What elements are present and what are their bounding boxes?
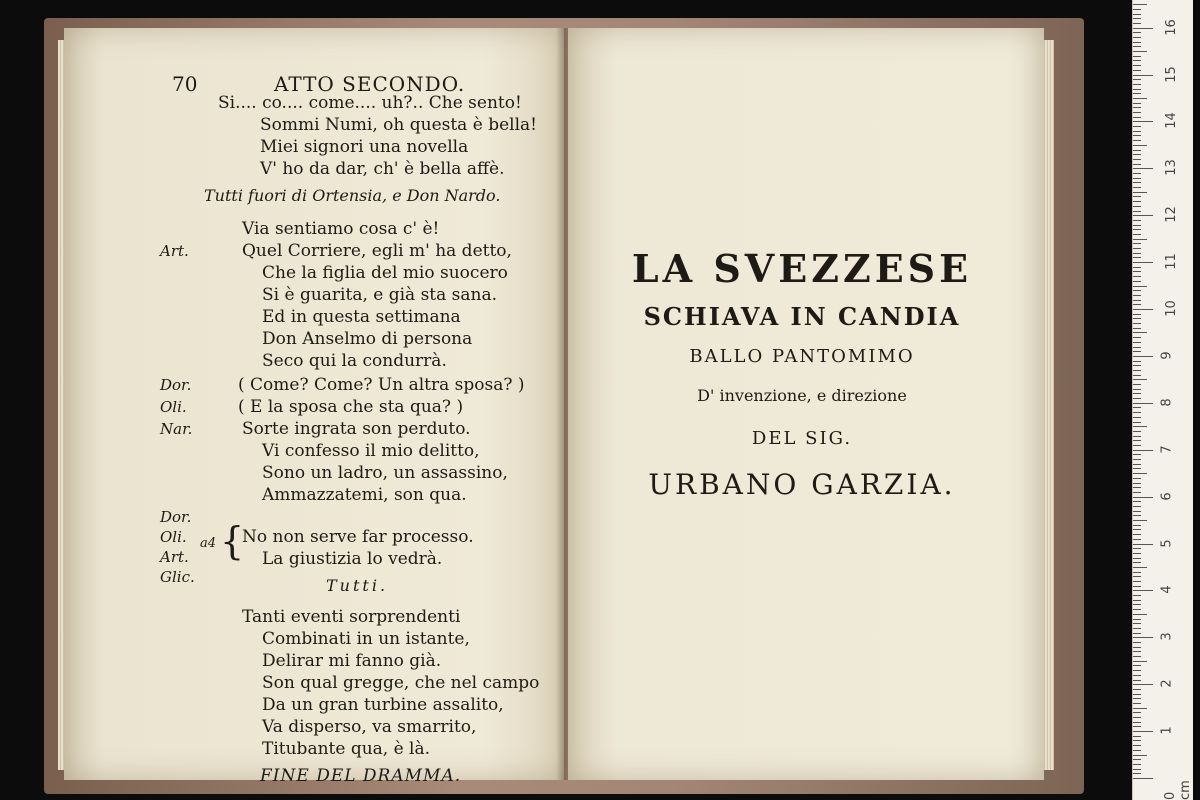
ruler-tick: [1133, 473, 1147, 474]
ruler-tick: [1133, 487, 1141, 488]
ruler-tick: [1133, 581, 1141, 582]
ruler-tick: [1133, 370, 1141, 371]
ruler-tick: [1133, 506, 1141, 507]
ruler-tick: [1133, 417, 1141, 418]
verse-line: Sono un ladro, un assassino,: [262, 463, 508, 483]
ruler-tick: [1133, 290, 1141, 291]
title-line-3: BALLO PANTOMIMO: [689, 346, 915, 367]
ruler-tick: [1133, 501, 1141, 502]
measurement-ruler: [1132, 0, 1193, 800]
ruler-label: 14: [1163, 112, 1179, 130]
verse-line: Don Anselmo di persona: [262, 329, 473, 349]
brace-icon: {: [220, 519, 245, 563]
verse-line: Vi confesso il mio delitto,: [262, 441, 480, 461]
ruler-tick: [1133, 351, 1141, 352]
page-number: 70: [172, 72, 198, 96]
ruler-tick: [1133, 173, 1141, 174]
ruler-tick: [1133, 276, 1141, 277]
ruler-tick: [1133, 145, 1147, 146]
ruler-tick: [1133, 215, 1153, 216]
ruler-tick: [1133, 46, 1141, 47]
ruler-tick: [1133, 759, 1141, 760]
running-head: ATTO SECONDO.: [274, 72, 466, 96]
ruler-tick: [1133, 426, 1147, 427]
ruler-label: 7: [1159, 445, 1175, 454]
ruler-tick: [1133, 159, 1141, 160]
tutti-heading: Tutti.: [326, 576, 389, 595]
ruler-tick: [1133, 201, 1141, 202]
verse-line: Titubante qua, è là.: [262, 739, 431, 759]
ruler-tick: [1133, 347, 1141, 348]
verse-line: Che la figlia del mio suocero: [262, 263, 508, 283]
verse-line: Si è guarita, e già sta sana.: [262, 285, 498, 305]
ruler-tick: [1133, 135, 1141, 136]
title-line-5: DEL SIG.: [751, 428, 853, 449]
ruler-tick: [1133, 553, 1141, 554]
ruler-tick: [1133, 773, 1141, 774]
ruler-tick: [1133, 304, 1141, 305]
ruler-tick: [1133, 422, 1141, 423]
ruler-tick: [1133, 225, 1141, 226]
ruler-tick: [1133, 478, 1141, 479]
ruler-tick: [1133, 253, 1141, 254]
ruler-tick: [1133, 539, 1141, 540]
ruler-tick: [1133, 103, 1141, 104]
ruler-tick: [1133, 604, 1141, 605]
ruler-tick: [1133, 665, 1141, 666]
ruler-tick: [1133, 32, 1141, 33]
ruler-tick: [1133, 243, 1141, 244]
speaker-label: Oli.: [160, 398, 187, 416]
verse-line: Delirar mi fanno già.: [262, 651, 442, 671]
ruler-label: 15: [1163, 65, 1179, 83]
ruler-tick: [1133, 609, 1141, 610]
ruler-tick: [1133, 515, 1141, 516]
ruler-tick: [1133, 4, 1147, 5]
ruler-tick: [1133, 107, 1141, 108]
ruler-label: 1: [1159, 726, 1175, 735]
ruler-tick: [1133, 75, 1153, 76]
ruler-tick: [1133, 196, 1141, 197]
ruler-tick: [1133, 572, 1141, 573]
ruler-tick: [1133, 459, 1141, 460]
ruler-tick: [1133, 262, 1153, 263]
fine-del-dramma: FINE DEL DRAMMA.: [260, 766, 462, 786]
stage-direction: Tutti fuori di Ortensia, e Don Nardo.: [204, 186, 501, 205]
ruler-tick: [1133, 562, 1141, 563]
ruler-tick: [1133, 14, 1141, 15]
ruler-tick: [1133, 661, 1147, 662]
ruler-label: 5: [1159, 538, 1175, 548]
ruler-tick: [1133, 84, 1141, 85]
right-page: [568, 28, 1044, 780]
ruler-tick: [1133, 51, 1147, 52]
ruler-tick: [1133, 112, 1141, 113]
ruler-tick: [1133, 131, 1141, 132]
ruler-tick: [1133, 286, 1147, 287]
ruler-tick: [1133, 9, 1141, 10]
verse-line: ( E la sposa che sta qua? ): [238, 397, 464, 417]
ruler-tick: [1133, 323, 1141, 324]
ruler-label: 6: [1159, 491, 1175, 501]
ruler-tick: [1133, 745, 1141, 746]
title-line-1: LA SVEZZESE: [631, 246, 973, 291]
verse-line: Tanti eventi sorprendenti: [242, 607, 461, 627]
verse-line: No non serve far processo.: [242, 527, 474, 547]
ruler-tick: [1133, 211, 1141, 212]
ruler-tick: [1133, 454, 1141, 455]
ruler-tick: [1133, 750, 1141, 751]
ruler-tick: [1133, 712, 1141, 713]
ensemble-marker: a4: [200, 536, 217, 551]
ruler-tick: [1133, 23, 1141, 24]
ruler-tick: [1133, 651, 1141, 652]
ruler-tick: [1133, 98, 1147, 99]
ruler-tick: [1133, 675, 1141, 676]
verse-line: Seco qui la condurrà.: [262, 351, 447, 371]
ruler-tick: [1133, 736, 1141, 737]
ruler-tick: [1133, 79, 1141, 80]
ruler-tick: [1133, 393, 1141, 394]
ruler-tick: [1133, 492, 1141, 493]
speaker-label: Dor.: [160, 376, 192, 394]
ruler-label: 8: [1159, 398, 1175, 407]
title-line-4: D' invenzione, e direzione: [697, 386, 907, 405]
ruler-tick: [1133, 154, 1141, 155]
ruler-tick: [1133, 497, 1153, 498]
ruler-tick: [1133, 239, 1147, 240]
ruler-tick: [1133, 623, 1141, 624]
ruler-label: 12: [1163, 206, 1179, 223]
ruler-tick: [1133, 647, 1141, 648]
ruler-tick: [1133, 150, 1141, 151]
verse-line: Combinati in un istante,: [262, 629, 470, 649]
ruler-tick: [1133, 731, 1153, 732]
ruler-label: 16: [1163, 18, 1179, 36]
left-page: [64, 28, 564, 786]
ruler-tick: [1133, 60, 1141, 61]
ruler-tick: [1133, 586, 1141, 587]
ruler-tick: [1133, 89, 1141, 90]
ruler-tick: [1133, 614, 1147, 615]
ruler-tick: [1133, 764, 1141, 765]
ruler-tick: [1133, 178, 1141, 179]
ruler-tick: [1133, 56, 1141, 57]
ruler-tick: [1133, 271, 1141, 272]
ruler-tick: [1133, 412, 1141, 413]
ruler-tick: [1133, 595, 1141, 596]
speaker-label: Oli.: [160, 528, 187, 546]
ruler-tick: [1133, 694, 1141, 695]
ruler-tick: [1133, 637, 1153, 638]
ruler-tick: [1133, 740, 1141, 741]
verse-line: Ammazzatemi, son qua.: [262, 485, 467, 505]
ruler-tick: [1133, 722, 1141, 723]
ruler-tick: [1133, 379, 1147, 380]
verse-line: Via sentiamo cosa c' è!: [242, 219, 440, 239]
ruler-tick: [1133, 717, 1141, 718]
ruler-tick: [1133, 398, 1141, 399]
ruler-tick: [1133, 248, 1141, 249]
ruler-tick: [1133, 187, 1141, 188]
ruler-tick: [1133, 726, 1141, 727]
ruler-tick: [1133, 42, 1141, 43]
ruler-tick: [1133, 18, 1141, 19]
ruler-tick: [1133, 633, 1141, 634]
ruler-tick: [1133, 619, 1141, 620]
ruler-tick: [1133, 117, 1141, 118]
ruler-tick: [1133, 328, 1141, 329]
speaker-label: Dor.: [160, 508, 192, 526]
ruler-tick: [1133, 206, 1141, 207]
ruler-tick: [1133, 520, 1147, 521]
ruler-tick: [1133, 698, 1141, 699]
ruler-tick: [1133, 656, 1141, 657]
ruler-tick: [1133, 234, 1141, 235]
ruler-tick: [1133, 168, 1153, 169]
ruler-tick: [1133, 309, 1153, 310]
ruler-tick: [1133, 28, 1153, 29]
ruler-tick: [1133, 628, 1141, 629]
ruler-label: 10: [1163, 300, 1179, 317]
title-line-2: SCHIAVA IN CANDIA: [643, 302, 961, 331]
ruler-tick: [1133, 769, 1141, 770]
ruler-tick: [1133, 257, 1141, 258]
ruler-tick: [1133, 689, 1141, 690]
ruler-tick: [1133, 403, 1153, 404]
ruler-tick: [1133, 295, 1141, 296]
ruler-tick: [1133, 356, 1153, 357]
ruler-tick: [1133, 548, 1141, 549]
ruler-tick: [1133, 436, 1141, 437]
ruler-tick: [1133, 483, 1141, 484]
verse-line: Quel Corriere, egli m' ha detto,: [242, 241, 512, 261]
ruler-label: 2: [1159, 679, 1175, 688]
verse-line: Sorte ingrata son perduto.: [242, 419, 471, 439]
ruler-tick: [1133, 70, 1141, 71]
ruler-tick: [1133, 121, 1153, 122]
ruler-tick: [1133, 558, 1141, 559]
ruler-tick: [1133, 431, 1141, 432]
ruler-tick: [1133, 314, 1141, 315]
ruler-tick: [1133, 93, 1141, 94]
ruler-tick: [1133, 670, 1141, 671]
ruler-tick: [1133, 525, 1141, 526]
ruler-tick: [1133, 267, 1141, 268]
ruler-tick: [1133, 281, 1141, 282]
ruler-tick: [1133, 126, 1141, 127]
ruler-tick: [1133, 192, 1147, 193]
speaker-label: Glic.: [160, 568, 195, 586]
verse-line: Si.... co.... come.... uh?.. Che sento!: [218, 93, 522, 113]
ruler-tick: [1133, 703, 1141, 704]
ruler-tick: [1133, 389, 1141, 390]
ruler-tick: [1133, 464, 1141, 465]
ruler-tick: [1133, 332, 1147, 333]
speaker-label: Art.: [160, 548, 189, 566]
ruler-tick: [1133, 342, 1141, 343]
verse-line: ( Come? Come? Un altra sposa? ): [238, 375, 525, 395]
ruler-tick: [1133, 567, 1147, 568]
verse-line: Ed in questa settimana: [262, 307, 461, 327]
ruler-label: 3: [1159, 632, 1175, 641]
verse-line: Da un gran turbine assalito,: [262, 695, 504, 715]
ruler-tick: [1133, 468, 1141, 469]
ruler-tick: [1133, 755, 1147, 756]
ruler-tick: [1133, 534, 1141, 535]
title-line-6: URBANO GARZIA.: [648, 468, 956, 501]
ruler-tick: [1133, 300, 1141, 301]
ruler-tick: [1133, 450, 1153, 451]
ruler-tick: [1133, 182, 1141, 183]
ruler-tick: [1133, 600, 1141, 601]
ruler-label: 0 cm: [1163, 780, 1193, 800]
ruler-label: 13: [1163, 159, 1179, 177]
speaker-label: Nar.: [160, 420, 193, 438]
verse-line: V' ho da dar, ch' è bella affè.: [260, 159, 505, 179]
ruler-tick: [1133, 684, 1153, 685]
ruler-label: 11: [1163, 253, 1179, 270]
ruler-tick: [1133, 407, 1141, 408]
ruler-label: 9: [1159, 351, 1175, 360]
ruler-tick: [1133, 778, 1153, 779]
ruler-tick: [1133, 529, 1141, 530]
ruler-tick: [1133, 229, 1141, 230]
ruler-tick: [1133, 37, 1141, 38]
verse-line: La giustizia lo vedrà.: [262, 549, 443, 569]
ruler-tick: [1133, 140, 1141, 141]
ruler-tick: [1133, 590, 1153, 591]
ruler-tick: [1133, 680, 1141, 681]
ruler-label: 4: [1159, 585, 1175, 595]
ruler-tick: [1133, 337, 1141, 338]
ruler-tick: [1133, 445, 1141, 446]
ruler-tick: [1133, 65, 1141, 66]
ruler-tick: [1133, 384, 1141, 385]
ruler-tick: [1133, 544, 1153, 545]
verse-line: Va disperso, va smarrito,: [262, 717, 477, 737]
ruler-tick: [1133, 220, 1141, 221]
ruler-tick: [1133, 708, 1147, 709]
verse-line: Son qual gregge, che nel campo: [262, 673, 540, 693]
ruler-tick: [1133, 576, 1141, 577]
ruler-tick: [1133, 642, 1141, 643]
verse-line: Miei signori una novella: [260, 137, 469, 157]
ruler-tick: [1133, 365, 1141, 366]
ruler-tick: [1133, 361, 1141, 362]
verse-line: Sommi Numi, oh questa è bella!: [260, 115, 537, 135]
ruler-tick: [1133, 318, 1141, 319]
ruler-tick: [1133, 440, 1141, 441]
ruler-tick: [1133, 164, 1141, 165]
ruler-tick: [1133, 375, 1141, 376]
speaker-label: Art.: [160, 242, 189, 260]
ruler-tick: [1133, 511, 1141, 512]
